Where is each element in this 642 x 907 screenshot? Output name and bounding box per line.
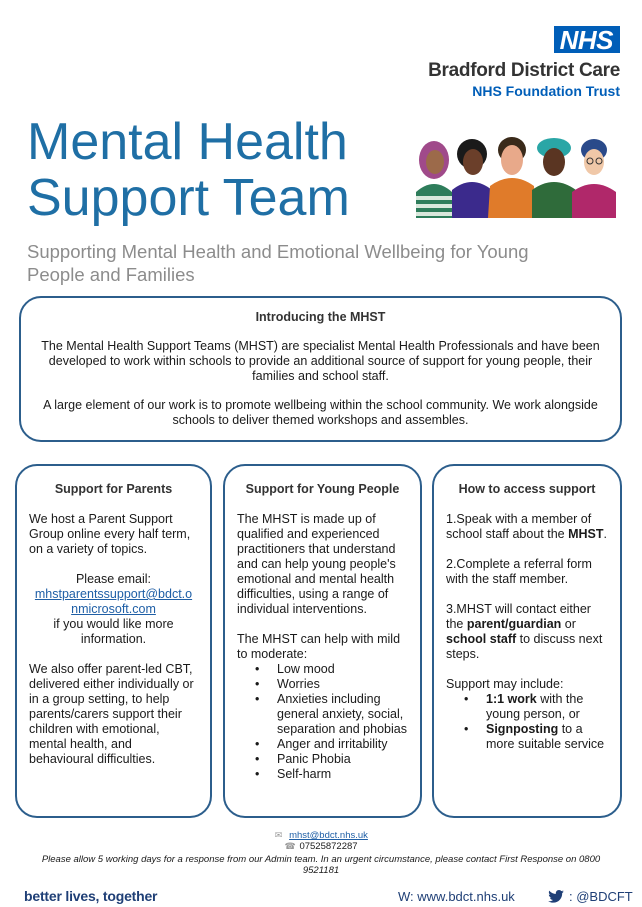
young-people-paragraph-2: The MHST can help with mild to moderate:	[237, 632, 401, 661]
access-step-2: 2.Complete a referral form with the staff member.	[446, 557, 592, 586]
contact-block	[0, 830, 642, 876]
list-item: • Worries	[255, 677, 408, 692]
org-name: Bradford District Care	[428, 60, 620, 81]
org-sub: NHS Foundation Trust	[472, 83, 620, 99]
difficulties-list	[255, 662, 408, 782]
email-icon: ✉	[274, 830, 283, 840]
access-step-3: 3.MHST will contact either the parent/guardian or school staff to discuss next steps.	[446, 602, 603, 661]
footer-tagline: better lives, together	[24, 888, 158, 904]
people-illustration	[412, 132, 620, 218]
parents-email-block	[29, 572, 198, 647]
email-line-2: nmicrosoft.com	[71, 602, 156, 616]
footer-twitter[interactable]	[548, 889, 633, 904]
intro-paragraph-2: A large element of our work is to promote wellbeing within the school community. We work alongside schools to deliver themed workshops and assembles.	[43, 398, 598, 427]
twitter-icon	[548, 890, 564, 903]
nhs-badge: NHS	[554, 26, 620, 53]
list-item: • Self-harm	[255, 767, 408, 782]
intro-paragraph-1: The Mental Health Support Teams (MHST) are specialist Mental Health Professionals and have been developed to work within schools to provide an additional source of support for young people, their families and school staff.	[41, 339, 600, 383]
intro-heading: Introducing the MHST	[255, 310, 386, 324]
parents-box	[15, 464, 212, 818]
list-item: • 1:1 work with the young person, or	[464, 692, 608, 722]
list-item: • Panic Phobia	[255, 752, 408, 767]
list-item: • Signposting to a more suitable service	[464, 722, 608, 752]
list-item: • Anger and irritability	[255, 737, 408, 752]
person-center	[488, 137, 536, 218]
list-item: • Low mood	[255, 662, 408, 677]
email-line-1: mhstparentssupport@bdct.o	[34, 587, 193, 601]
title-line-1: Mental Health	[27, 113, 348, 171]
parents-heading: Support for Parents	[54, 482, 173, 496]
person-hat	[532, 138, 576, 218]
young-people-paragraph-1: The MHST is made up of qualified and experienced practitioners that understand and can help young people's emotional and mental health difficulties, using a range of individual interventions.	[237, 512, 396, 616]
footer-website-link[interactable]: W: www.bdct.nhs.uk	[398, 889, 515, 904]
nhs-logo	[428, 26, 620, 99]
person-hijab	[416, 141, 452, 218]
email-prompt: Please email:	[75, 572, 152, 586]
access-box	[432, 464, 622, 818]
parents-paragraph-3: We also offer parent-led CBT, delivered either individually or in a group setting, to help parents/carers support their children with emotional, mental health, and behavioural difficulties.	[29, 662, 194, 766]
support-options-list	[464, 692, 608, 752]
list-item: • Anxieties including general anxiety, social, separation and phobias	[255, 692, 408, 737]
young-people-heading: Support for Young People	[245, 482, 400, 496]
parents-paragraph-1: We host a Parent Support Group online every half term, on a variety of topics.	[29, 512, 191, 556]
intro-box	[19, 296, 622, 442]
title-line-2: Support Team	[27, 169, 350, 227]
young-people-box	[223, 464, 422, 818]
access-heading: How to access support	[458, 482, 596, 496]
email-after: if you would like more information.	[53, 617, 174, 646]
page-title	[27, 114, 350, 226]
person-curly	[452, 139, 492, 218]
response-notice: Please allow 5 working days for a response from our Admin team. In an urgent circumstance, please contact First Response on 0800 9521181	[41, 854, 601, 876]
twitter-handle: : @BDCFT	[569, 889, 633, 904]
phone-icon: ☎	[284, 841, 296, 851]
subtitle: Supporting Mental Health and Emotional Wellbeing for Young People and Families	[27, 241, 529, 285]
may-include: Support may include:	[446, 677, 564, 691]
person-glasses	[572, 139, 616, 218]
parents-email-link[interactable]	[35, 587, 192, 616]
contact-phone: 07525872287	[299, 841, 358, 852]
contact-email-link[interactable]: mhst@bdct.nhs.uk	[289, 830, 368, 841]
access-step-1: 1.Speak with a member of school staff about the MHST.	[446, 512, 607, 541]
